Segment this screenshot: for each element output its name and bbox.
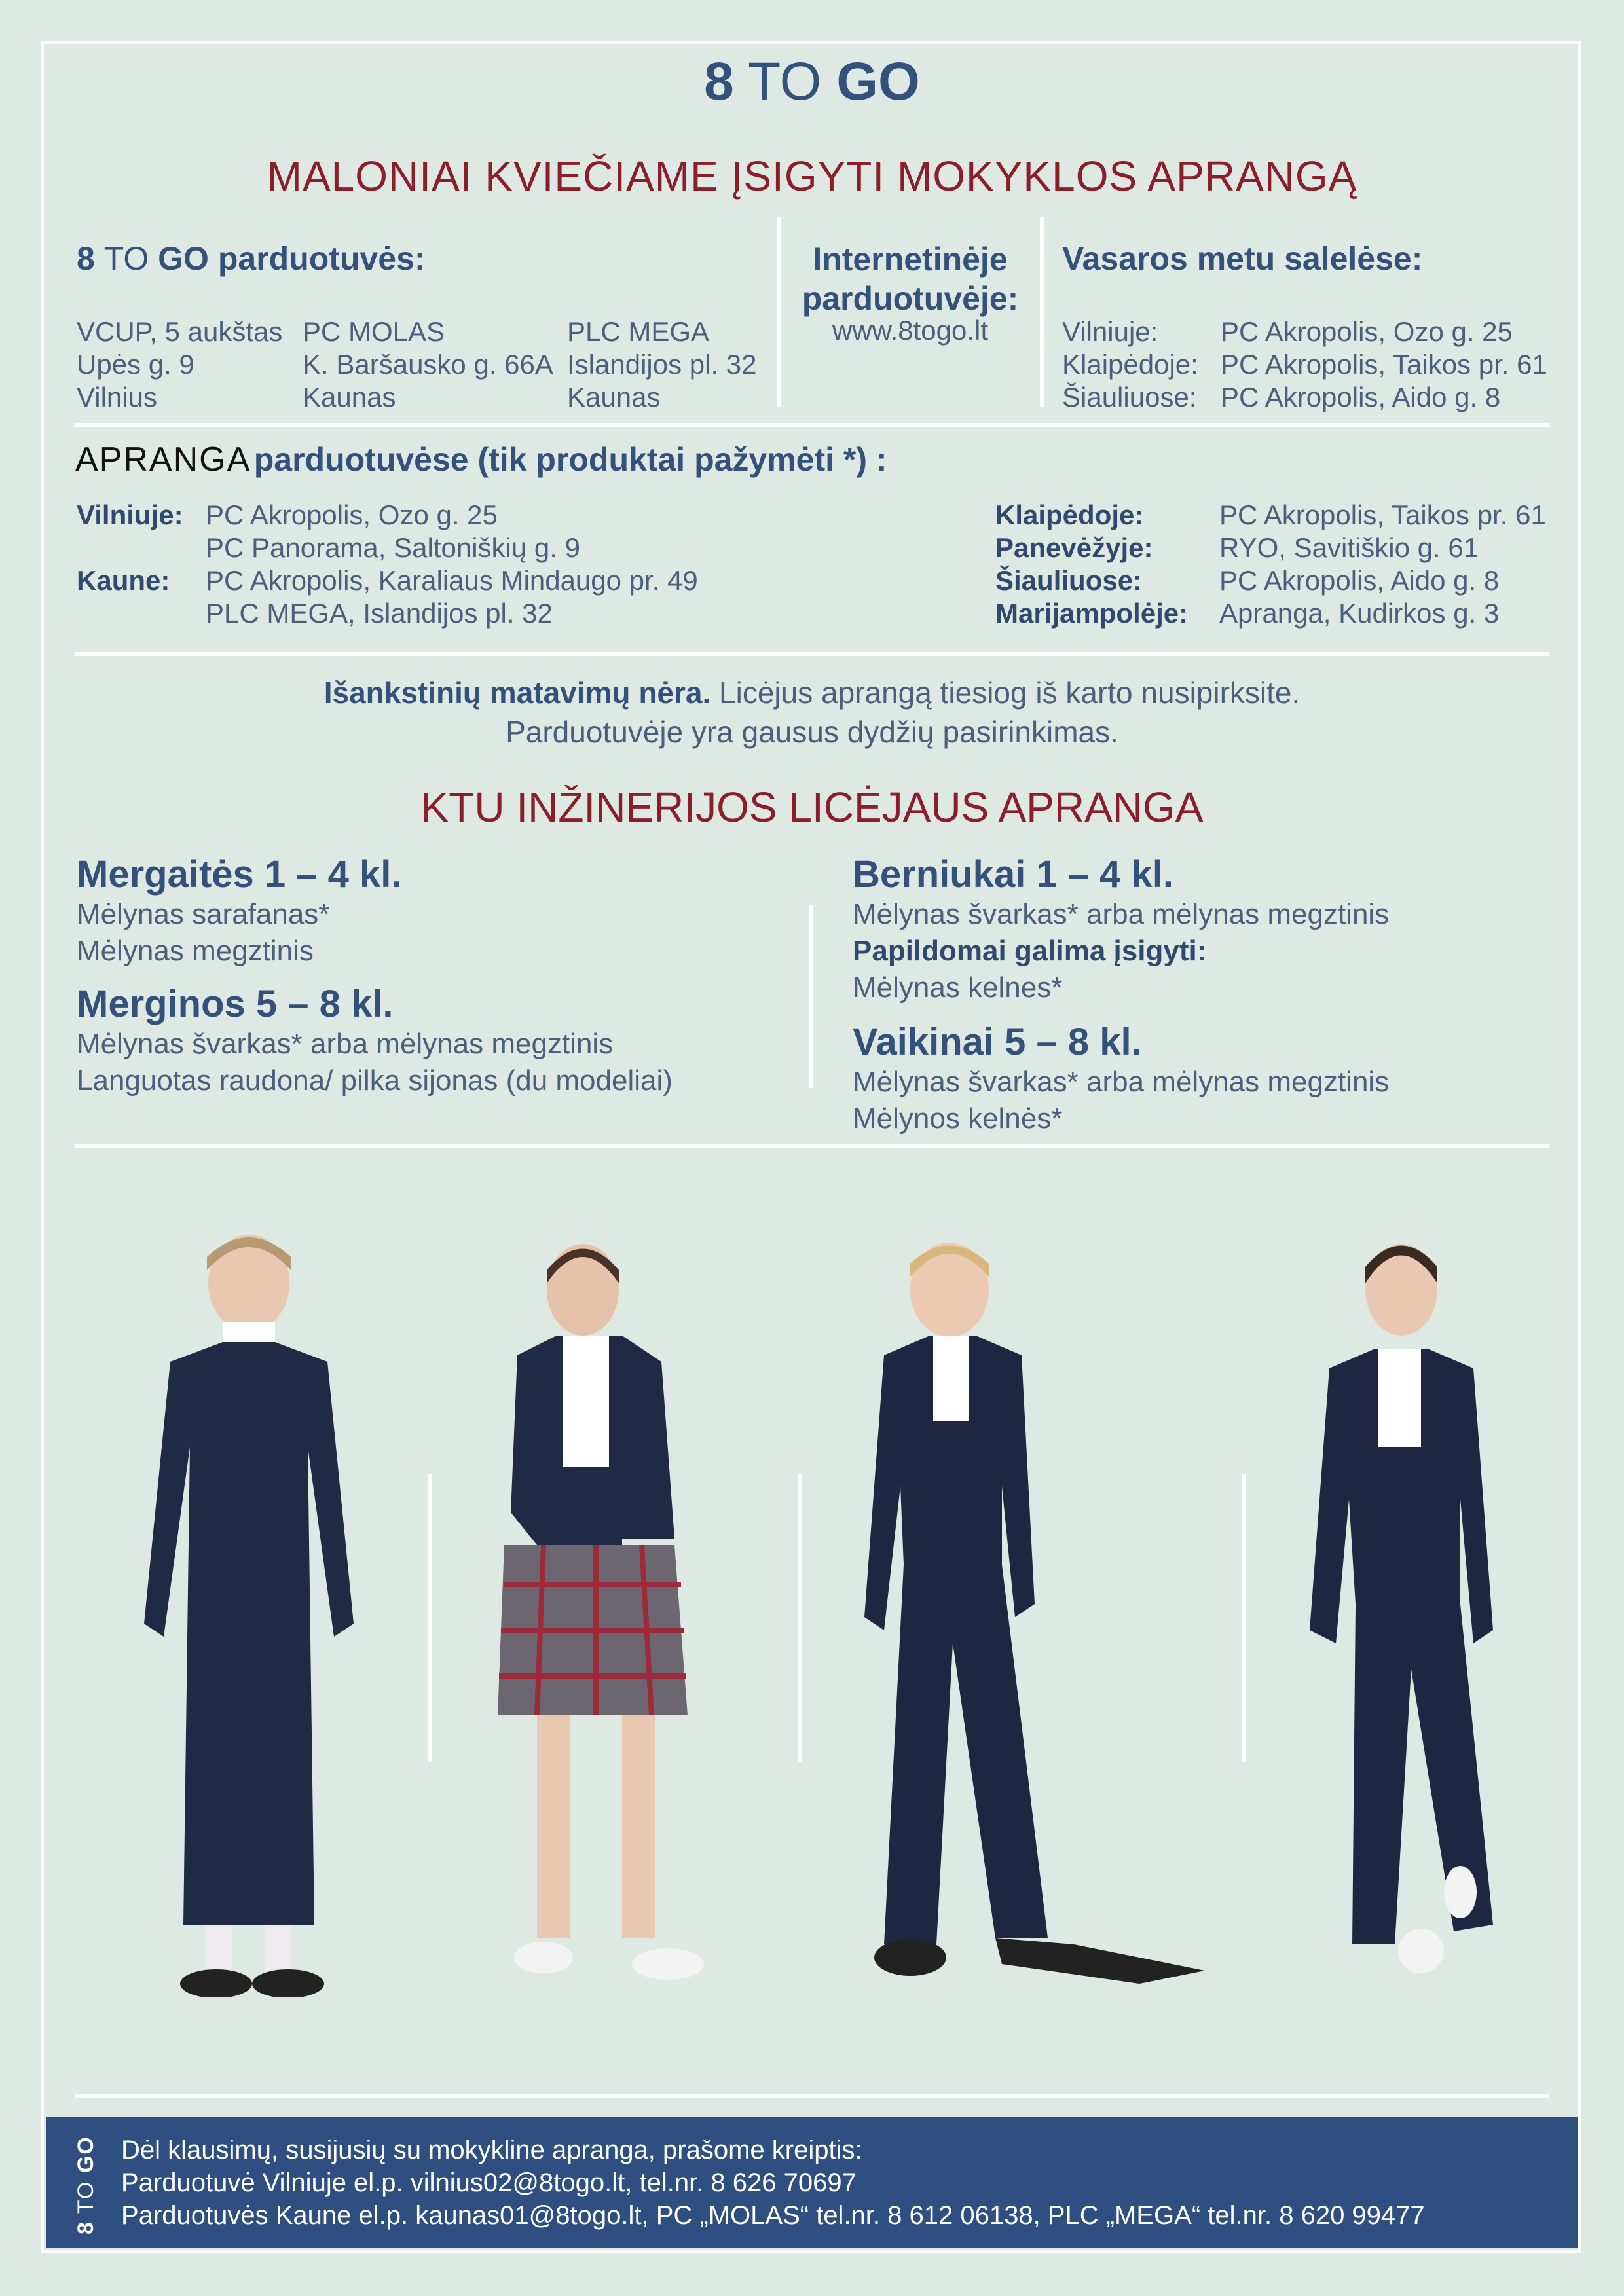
- girls-5-8: Merginos 5 – 8 kl. Mėlynas švarkas* arba mėlynas megztinis Languotas raudona/ pilka sijonas (du modeliai): [77, 983, 673, 1097]
- divider: [75, 1144, 1549, 1148]
- store-mega: PLC MEGA Islandijos pl. 32 Kaunas: [567, 316, 757, 412]
- contact-footer: [46, 2117, 1578, 2248]
- divider: [1040, 217, 1044, 407]
- store-molas: PC MOLAS K. Baršausko g. 66A Kaunas: [303, 316, 553, 412]
- girl-skirt-photo: [471, 1237, 760, 1997]
- apranga-left-cities: Vilniuje: Kaune:: [77, 500, 183, 596]
- footer-brand: 8 TO GO: [73, 2136, 98, 2234]
- apranga-heading: APRANGA parduotuvėse (tik produktai pažymėti *) :: [75, 441, 887, 479]
- divider: [798, 1474, 802, 1762]
- apranga-right-places: PC Akropolis, Taikos pr. 61 RYO, Savitiškio g. 61 PC Akropolis, Aido g. 8 Apranga, Kudirkos g. 3: [1219, 500, 1546, 629]
- measurement-note: Išankstinių matavimų nėra. Licėjus aprangą tiesiog iš karto nusipirksite. Parduotuvėje yra gausus dydžių pasirinkimas.: [323, 676, 1301, 749]
- apranga-left-places: PC Akropolis, Ozo g. 25 PC Panorama, Saltoniškių g. 9 PC Akropolis, Karaliaus Mindaugo pr. 49 PLC MEGA, Islandijos pl. 32: [206, 500, 698, 629]
- summer-heading: Vasaros metu salelėse:: [1062, 240, 1423, 277]
- girls-1-4: Mergaitės 1 – 4 kl. Mėlynas sarafanas* Mėlynas megztinis: [77, 853, 402, 967]
- headline: MALONIAI KVIEČIAME ĮSIGYTI MOKYKLOS APRANGĄ: [267, 153, 1357, 200]
- boys-5-8: Vaikinai 5 – 8 kl. Mėlynas švarkas* arba mėlynas megztinis Mėlynos kelnės*: [853, 1021, 1390, 1135]
- boys-1-4: Berniukai 1 – 4 kl. Mėlynas švarkas* arba mėlynas megztinis Papildomai galima įsigyti: Mėlynas kelnes*: [853, 853, 1390, 1004]
- brand-logo: 8 TO GO: [704, 52, 920, 111]
- young-man-suit-photo: [1297, 1237, 1532, 1997]
- footer-contacts: Dėl klausimų, susijusių su mokykline apranga, prašome kreiptis: Parduotuvė Vilniuje el.p. vilnius02@8togo.lt, tel.nr. 8 626 70697 Parduotuvės Kaune el.p. kaunas01@8togo.lt, PC „MOLAS“ tel.nr. 8 612 06138, PLC „MEGA“ tel.nr. 8 620 99477: [121, 2136, 1425, 2230]
- online-store-link[interactable]: www.8togo.lt: [832, 315, 989, 346]
- divider: [809, 905, 813, 1088]
- summer-places: PC Akropolis, Ozo g. 25 PC Akropolis, Taikos pr. 61 PC Akropolis, Aido g. 8: [1221, 316, 1547, 412]
- divider: [75, 652, 1549, 656]
- divider: [75, 423, 1549, 427]
- girl-sarafan-photo: [92, 1231, 393, 1997]
- summer-cities: Vilniuje: Klaipėdoje: Šiauliuose:: [1062, 316, 1198, 412]
- online-heading: Internetinėje parduotuvėje:: [802, 241, 1019, 317]
- stores-heading: 8 TO GO parduotuvės:: [77, 240, 426, 277]
- divider: [1242, 1474, 1246, 1762]
- divider: [777, 217, 781, 407]
- divider: [428, 1474, 432, 1762]
- apranga-logo: APRANGA: [75, 441, 251, 479]
- ktu-title: KTU INŽINERIJOS LICĖJAUS APRANGA: [420, 784, 1204, 831]
- boy-suit-photo: [838, 1237, 1218, 1997]
- divider: [75, 2094, 1549, 2098]
- apranga-right-cities: Klaipėdoje: Panevėžyje: Šiauliuose: Marijampolėje:: [995, 500, 1189, 629]
- store-vcup: VCUP, 5 aukštas Upės g. 9 Vilnius: [77, 316, 283, 412]
